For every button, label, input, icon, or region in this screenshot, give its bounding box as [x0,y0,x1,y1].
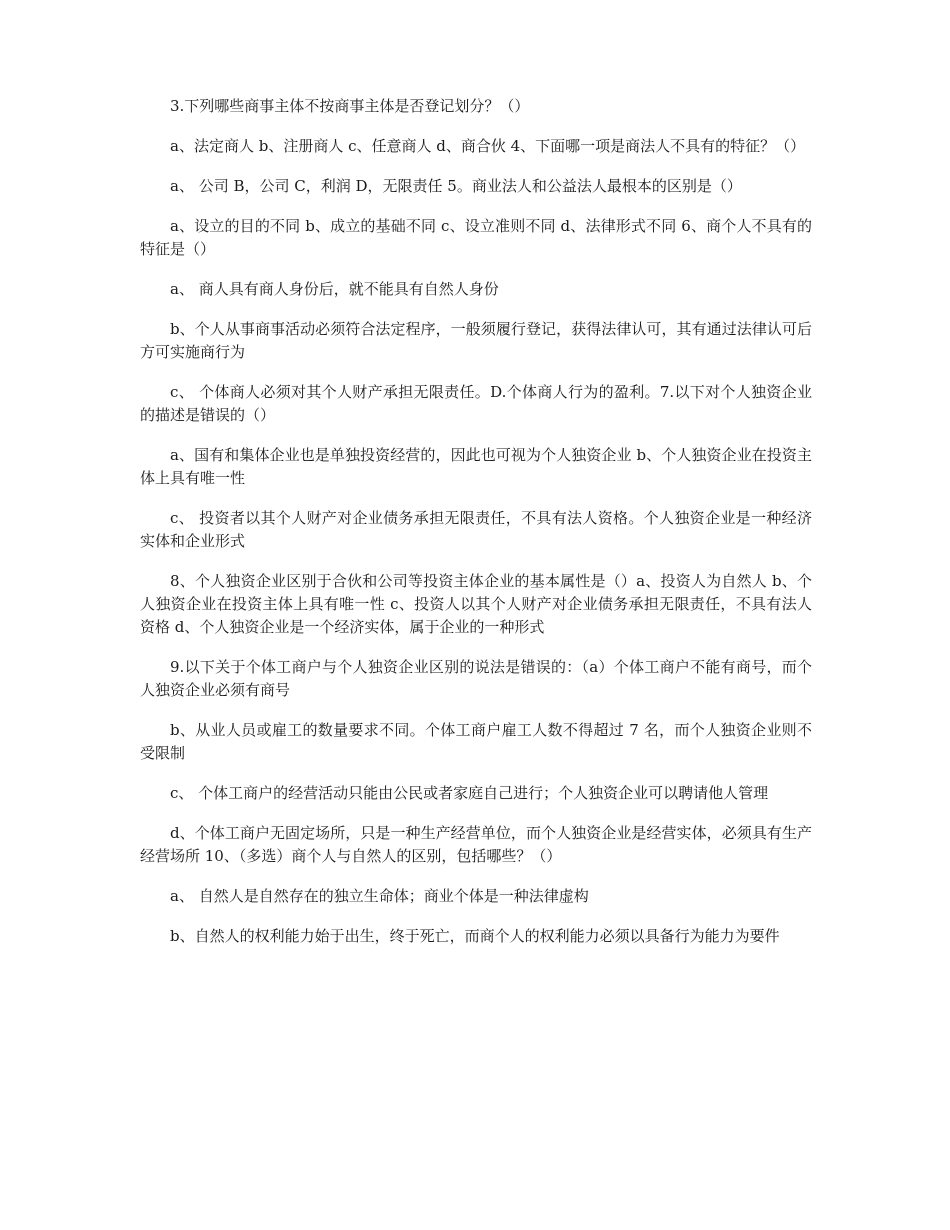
question-9-option-b: b、从业人员或雇工的数量要求不同。个体工商户雇工人数不得超过 7 名，而个人独资企业则不受限制 [140,721,812,762]
question-6-option-a: a、 商人具有商人身份后，就不能具有自然人身份 [170,280,499,298]
question-8: 8、个人独资企业区别于合伙和公司等投资主体企业的基本属性是（）a、投资人为自然人 b、个人独资企业在投资主体上具有唯一性 c、投资人以其个人财产对企业债务承担无限责任，不具有法人资格 d、个人独资企业是一个经济实体，属于企业的一种形式 [140,572,812,636]
question-4-options-and-question-5: a、 公司 B，公司 C，利润 D，无限责任 5。商业法人和公益法人最根本的区别是（） [170,177,742,195]
question-10-option-b: b、自然人的权利能力始于出生，终于死亡，而商个人的权利能力必须以具备行为能力为要件 [170,927,780,945]
question-7-options-a-b: a、国有和集体企业也是单独投资经营的，因此也可视为个人独资企业 b、个人独资企业在投资主体上具有唯一性 [140,446,812,487]
question-7-option-c: c、 投资者以其个人财产对企业债务承担无限责任，不具有法人资格。个人独资企业是一种经济实体和企业形式 [140,509,812,550]
document-body [140,95,812,965]
question-3-options-and-question-4: a、法定商人 b、注册商人 c、任意商人 d、商合伙 4、下面哪一项是商法人不具有的特征？（） [170,137,806,155]
question-6-option-b: b、个人从事商事活动必须符合法定程序，一般须履行登记，获得法律认可，其有通过法律认可后方可实施商行为 [140,320,812,361]
question-5-options-and-question-6: a、设立的目的不同 b、成立的基础不同 c、设立准则不同 d、法律形式不同 6、商个人不具有的特征是（） [140,217,812,258]
question-9-option-d-and-question-10: d、个体工商户无固定场所，只是一种生产经营单位，而个人独资企业是经营实体，必须具有生产经营场所 10、（多选）商个人与自然人的区别，包括哪些？（） [140,824,812,865]
question-3: 3.下列哪些商事主体不按商事主体是否登记划分？（） [170,97,530,115]
question-10-option-a: a、 自然人是自然存在的独立生命体；商业个体是一种法律虚构 [170,887,589,905]
question-9-option-a: 9.以下关于个体工商户与个人独资企业区别的说法是错误的：（a）个体工商户不能有商号，而个人独资企业必须有商号 [140,658,812,699]
question-9-option-c: c、 个体工商户的经营活动只能由公民或者家庭自己进行；个人独资企业可以聘请他人管理 [170,784,769,802]
question-6-option-c-and-question-7: c、 个体商人必须对其个人财产承担无限责任。D.个体商人行为的盈利。7.以下对个人独资企业的描述是错误的（） [140,383,812,424]
